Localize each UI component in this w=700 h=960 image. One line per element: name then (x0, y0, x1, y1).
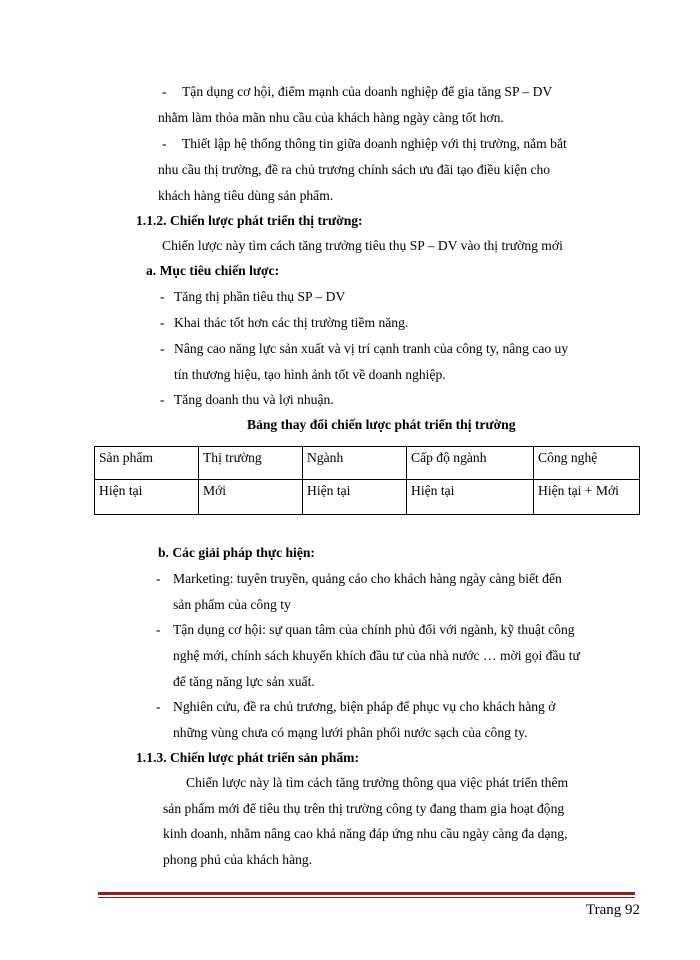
bullet-text: để tăng năng lực sản xuất. (173, 674, 315, 689)
footer-rule-thin (98, 897, 635, 898)
table-cell: Hiện tại (95, 480, 199, 515)
bullet-dash: - (160, 341, 165, 356)
table-row (95, 480, 640, 515)
subsection-heading: a. Mục tiêu chiến lược: (146, 263, 280, 278)
bullet-text: nhu cầu thị trường, đề ra chủ trương chính sách ưu đãi tạo điều kiện cho (158, 162, 551, 177)
table-header-cell: Công nghệ (534, 447, 640, 480)
table-header-cell: Ngành (303, 447, 407, 480)
table-cell: Mới (199, 480, 303, 515)
bullet-text: Nghiên cứu, đề ra chủ trương, biện pháp để phục vụ cho khách hàng ở (173, 699, 556, 714)
paragraph-text: Chiến lược này là tìm cách tăng trưởng thông qua việc phát triển thêm (186, 775, 569, 790)
bullet-text: Tăng doanh thu và lợi nhuận. (174, 392, 334, 407)
table-header-cell: Sản phẩm (95, 447, 199, 480)
table-cell: Hiện tại (303, 480, 407, 515)
bullet-text: những vùng chưa có mạng lưới phân phối nước sạch của công ty. (173, 725, 528, 740)
bullet-dash: - (156, 622, 161, 637)
bullet-dash: - (162, 84, 167, 99)
table-cell: Hiện tại (407, 480, 534, 515)
bullet-text: nghệ mới, chính sách khuyến khích đầu tư của nhà nước … mời gọi đầu tư (173, 648, 580, 663)
paragraph-text: sản phẩm mới để tiêu thụ trên thị trường công ty đang tham gia hoạt động (163, 801, 565, 816)
section-heading: 1.1.2. Chiến lược phát triển thị trường: (136, 213, 363, 228)
table-title: Bảng thay đổi chiến lược phát triển thị trường (247, 417, 516, 432)
section-heading: 1.1.3. Chiến lược phát triển sản phẩm: (136, 750, 360, 765)
bullet-dash: - (156, 699, 161, 714)
strategy-table (94, 446, 640, 515)
footer-rule (98, 892, 635, 895)
bullet-dash: - (160, 392, 165, 407)
paragraph-text: phong phú của khách hàng. (163, 852, 313, 867)
bullet-dash: - (160, 315, 165, 330)
paragraph-text: Chiến lược này tìm cách tăng trưởng tiêu thụ SP – DV vào thị trường mới (162, 238, 563, 253)
table-cell: Hiện tại + Mới (534, 480, 640, 515)
bullet-text: Nâng cao năng lực sản xuất và vị trí cạnh tranh của công ty, nâng cao uy (174, 341, 569, 356)
bullet-text: Thiết lập hệ thống thông tin giữa doanh nghiệp với thị trường, nắm bắt (182, 136, 567, 151)
bullet-text: khách hàng tiêu dùng sản phẩm. (158, 188, 334, 203)
bullet-text: Tận dụng cơ hội, điểm mạnh của doanh nghiệp để gia tăng SP – DV (182, 84, 553, 99)
bullet-text: tín thương hiệu, tạo hình ảnh tốt về doanh nghiệp. (174, 367, 446, 382)
table-header-cell: Cấp độ ngành (407, 447, 534, 480)
bullet-text: Tăng thị phần tiêu thụ SP – DV (174, 289, 346, 304)
bullet-text: Tận dụng cơ hội: sự quan tâm của chính phủ đối với ngành, kỹ thuật công (173, 622, 575, 637)
bullet-dash: - (162, 136, 167, 151)
bullet-text: Marketing: tuyên truyền, quảng cáo cho khách hàng ngày càng biết đến (173, 571, 562, 586)
bullet-dash: - (156, 571, 161, 586)
bullet-text: sản phẩm của công ty (173, 597, 291, 612)
page-number: Trang 92 (586, 902, 641, 918)
subsection-heading: b. Các giải pháp thực hiện: (158, 545, 315, 560)
table-header-cell: Thị trường (199, 447, 303, 480)
bullet-text: Khai thác tốt hơn các thị trường tiềm năng. (174, 315, 409, 330)
bullet-dash: - (160, 289, 165, 304)
paragraph-text: kinh doanh, nhằm nâng cao khả năng đáp ứng nhu cầu ngày càng đa dạng, (163, 826, 568, 841)
table-header-row (95, 447, 640, 480)
bullet-text: nhằm làm thỏa mãn nhu cầu của khách hàng ngày càng tốt hơn. (158, 110, 504, 125)
